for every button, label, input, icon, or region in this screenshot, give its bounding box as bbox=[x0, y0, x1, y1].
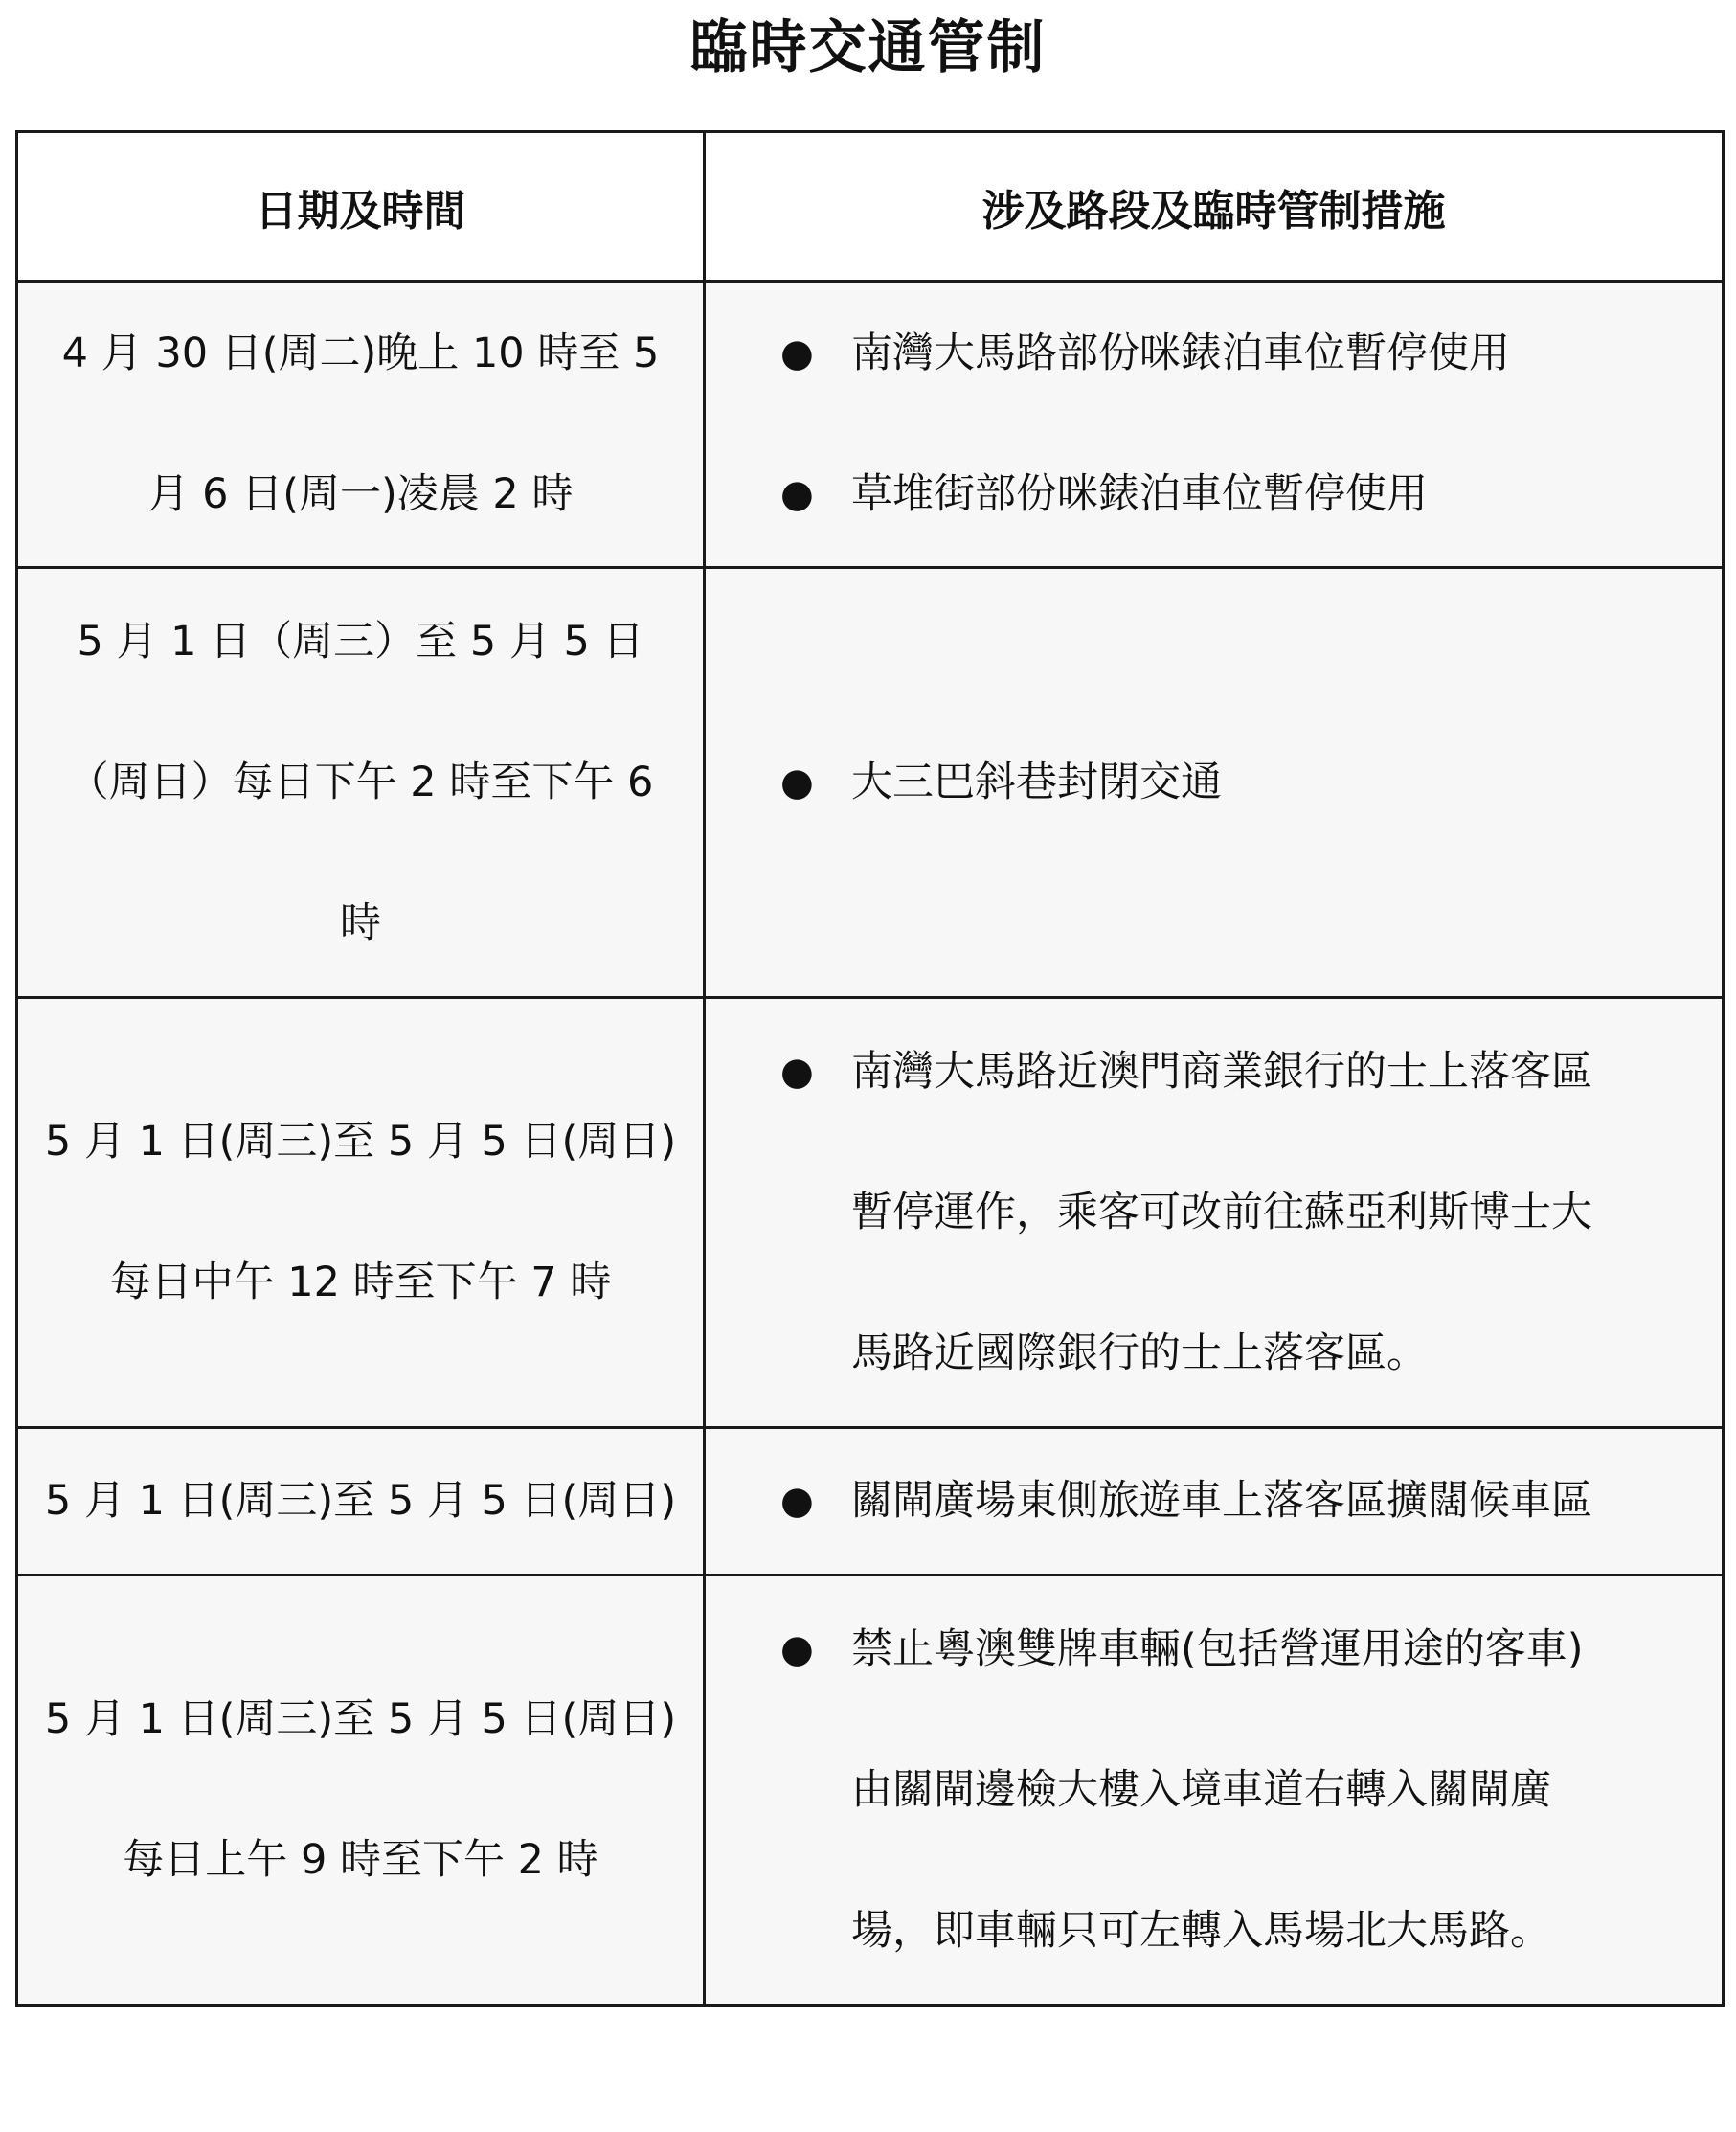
list-item bbox=[706, 1579, 1722, 2002]
list-item bbox=[706, 1431, 1722, 1572]
measures-cell bbox=[705, 568, 1724, 998]
measure-text-line: 暫停運作，乘客可改前往蘇亞利斯博士大 bbox=[851, 1188, 1592, 1236]
measure-text-line: 禁止粵澳雙牌車輛(包括營運用途的客車) bbox=[851, 1624, 1584, 1673]
measure-text-line: 大三巴斜巷封閉交通 bbox=[851, 758, 1222, 806]
table-row bbox=[17, 568, 1724, 998]
date-time-text bbox=[18, 1431, 703, 1572]
bullet-icon: ● bbox=[780, 1479, 814, 1523]
list-item bbox=[706, 284, 1722, 424]
measure-text-line: 馬路近國際銀行的士上落客區。 bbox=[851, 1328, 1428, 1377]
date-time-line: 5 月 1 日(周三)至 5 月 5 日(周日) bbox=[44, 1695, 677, 1743]
date-time-text bbox=[18, 284, 703, 565]
table-body bbox=[17, 282, 1724, 2006]
date-time-cell bbox=[17, 1428, 705, 1576]
date-time-cell bbox=[17, 1576, 705, 2006]
measure-text-line: 南灣大馬路部份咪錶泊車位暫停使用 bbox=[851, 329, 1510, 377]
bullet-icon: ● bbox=[780, 1049, 814, 1094]
header-road-measures: 涉及路段及臨時管制措施 bbox=[705, 132, 1724, 282]
measures-list bbox=[706, 1579, 1722, 2002]
measures-cell bbox=[705, 1428, 1724, 1576]
date-time-line: 每日上午 9 時至下午 2 時 bbox=[123, 1836, 598, 1884]
measures-cell bbox=[705, 282, 1724, 568]
page-title: 臨時交通管制 bbox=[689, 14, 1047, 81]
traffic-control-table bbox=[15, 130, 1725, 2007]
date-time-line: 4 月 30 日(周二)晚上 10 時至 5 bbox=[61, 329, 660, 377]
table-row bbox=[17, 282, 1724, 568]
date-time-text bbox=[18, 1072, 703, 1353]
bullet-icon: ● bbox=[780, 1626, 814, 1671]
date-time-line: 5 月 1 日(周三)至 5 月 5 日(周日) bbox=[44, 1477, 677, 1525]
date-time-text bbox=[18, 1649, 703, 1931]
table-row bbox=[17, 998, 1724, 1428]
bullet-icon: ● bbox=[780, 331, 814, 375]
measures-cell bbox=[705, 1576, 1724, 2006]
date-time-line: 時 bbox=[340, 898, 381, 947]
date-time-cell bbox=[17, 998, 705, 1428]
date-time-cell bbox=[17, 568, 705, 998]
date-time-line: （周日）每日下午 2 時至下午 6 bbox=[67, 758, 654, 806]
date-time-cell bbox=[17, 282, 705, 568]
table-row bbox=[17, 1428, 1724, 1576]
table-row bbox=[17, 1576, 1724, 2006]
date-time-text bbox=[18, 572, 703, 994]
measure-text-line: 南灣大馬路近澳門商業銀行的士上落客區 bbox=[851, 1047, 1592, 1096]
bullet-icon: ● bbox=[780, 472, 814, 516]
measure-text-line: 場，即車輛只可左轉入馬場北大馬路。 bbox=[851, 1906, 1551, 1955]
measures-cell bbox=[705, 998, 1724, 1428]
list-item bbox=[706, 424, 1722, 565]
measures-list bbox=[706, 713, 1722, 853]
measure-text-line: 草堆街部份咪錶泊車位暫停使用 bbox=[851, 470, 1428, 518]
measure-text-line: 關閘廣場東側旅遊車上落客區擴闊候車區 bbox=[851, 1477, 1592, 1525]
measures-list bbox=[706, 1002, 1722, 1424]
header-date-time: 日期及時間 bbox=[17, 132, 705, 282]
measures-list bbox=[706, 284, 1722, 565]
date-time-line: 5 月 1 日(周三)至 5 月 5 日(周日) bbox=[44, 1118, 677, 1166]
table-header-row bbox=[17, 132, 1724, 282]
measures-list bbox=[706, 1431, 1722, 1572]
date-time-line: 月 6 日(周一)凌晨 2 時 bbox=[147, 470, 574, 518]
measure-text-line: 由關閘邊檢大樓入境車道右轉入關閘廣 bbox=[851, 1765, 1551, 1814]
date-time-line: 5 月 1 日（周三）至 5 月 5 日 bbox=[77, 617, 644, 666]
date-time-line: 每日中午 12 時至下午 7 時 bbox=[109, 1259, 612, 1306]
list-item bbox=[706, 1002, 1722, 1424]
list-item bbox=[706, 713, 1722, 853]
bullet-icon: ● bbox=[780, 760, 814, 805]
